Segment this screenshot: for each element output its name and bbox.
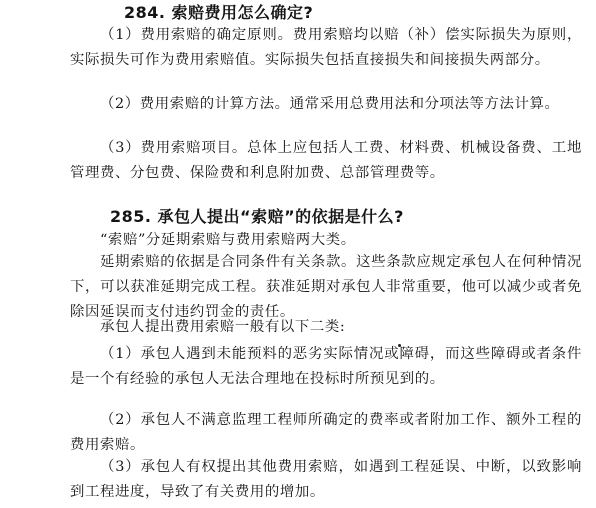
section-284-paragraph-2: （2）费用索赔的计算方法。通常采用总费用法和分项法等方法计算。 bbox=[100, 96, 560, 112]
section-284-heading: 284. 索赔费用怎么确定? bbox=[124, 3, 314, 22]
section-285-paragraph-1: “索赔”分延期索赔与费用索赔两大类。 bbox=[100, 232, 356, 248]
section-285-heading: 285. 承包人提出“索赔”的依据是什么? bbox=[110, 207, 404, 226]
section-284-paragraph-1: （1）费用索赔的确定原则。费用索赔均以赔（补）偿实际损失为原则，实际损失可作为费用索赔值。实际损失包括直接损失和间接损失两部分。 bbox=[70, 27, 582, 68]
clipped-next-line bbox=[96, 502, 526, 508]
section-285-paragraph-5: （2）承包人不满意监理工程师所确定的费率或者附加工作、额外工程的费用索赔。 bbox=[70, 412, 582, 453]
section-284-paragraph-3: （3）费用索赔项目。总体上应包括人工费、材料费、机械设备费、工地管理费、分包费、保险费和利息附加费、总部管理费等。 bbox=[70, 140, 582, 181]
section-285-paragraph-4: （1）承包人遇到未能预料的恶劣实际情况或障碍，而这些障碍或者条件是一个有经验的承包人无法合理地在投标时所预见到的。 bbox=[70, 346, 582, 387]
section-285-paragraph-3: 承包人提出费用索赔一般有以下二类: bbox=[100, 319, 346, 335]
section-285-paragraph-2: 延期索赔的依据是合同条件有关条款。这些条款应规定承包人在何种情况下，可以获准延期完成工程。获准延期对承包人非常重要，他可以减少或者免除因延误而支付违约罚金的责任。 bbox=[70, 254, 582, 320]
section-285-paragraph-6: （3）承包人有权提出其他费用索赔，如遇到工程延误、中断，以致影响到工程进度，导致了有关费用的增加。 bbox=[70, 459, 582, 500]
